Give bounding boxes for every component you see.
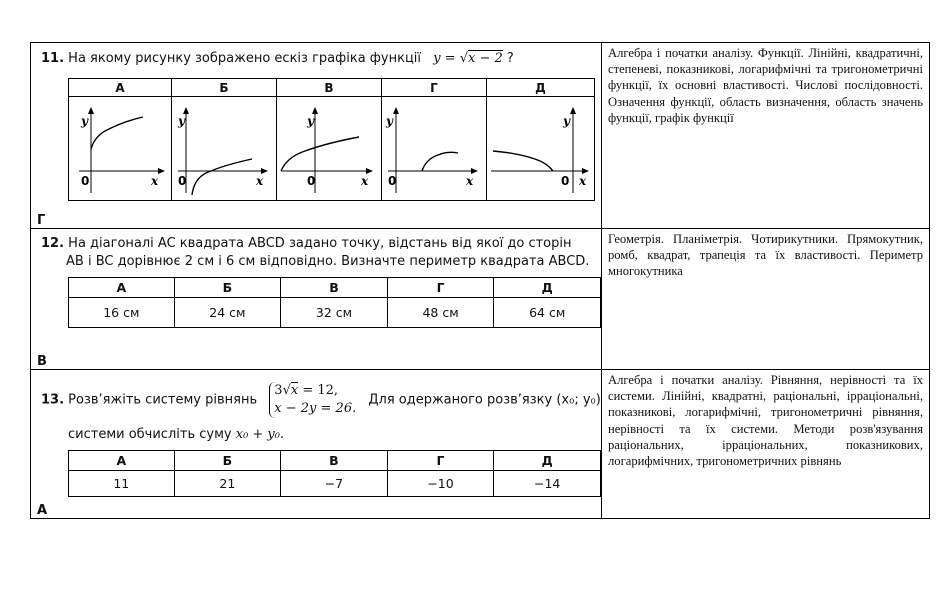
question-line-2: системи обчисліть суму x₀ + y₀. <box>68 427 285 442</box>
option-label: А <box>69 278 175 298</box>
question-body: На якому рисунку зображено ескіз графіка функції <box>68 51 422 66</box>
answer-options-table <box>68 450 601 497</box>
task-row-11 <box>31 43 929 229</box>
answer-letter-13: А <box>37 503 48 518</box>
topic-text-13: Алгебра і початки аналізу. Рівняння, нерівності та їх системи. Лінійні, квадратні, раціональні, ірраціональні, показникові, логарифмічні, тригонометричні рівняння, нерівності та їх системи. Методи розв'язування раціональних, ірраціональних, показникових, логарифмічних, тригонометричних рівнянь <box>608 373 923 469</box>
answer-letter-12: В <box>37 354 47 369</box>
option-label: А <box>69 79 172 97</box>
tasks-table <box>30 42 930 519</box>
option-label: Г <box>382 79 487 97</box>
option-value: −14 <box>494 471 601 497</box>
option-label: В <box>277 79 382 97</box>
question-number: 13. <box>41 392 65 408</box>
svg-text:x: x <box>151 174 159 188</box>
option-label: Б <box>174 451 281 471</box>
option-value: 64 см <box>494 298 601 328</box>
question-text-12 <box>41 235 593 271</box>
graph-options-table <box>68 78 595 201</box>
question-number: 11. <box>41 51 65 66</box>
question-cell-13 <box>31 370 602 518</box>
question-line-2: AB і BC дорівнює 2 см і 6 см відповідно. Визначте периметр квадрата ABCD. <box>66 254 590 269</box>
svg-text:x: x <box>361 174 369 188</box>
svg-text:y: y <box>386 114 393 128</box>
question-cell-11 <box>31 43 602 228</box>
topic-text-12: Геометрія. Планіметрія. Чотирикутники. Прямокутник, ромб, квадрат, трапеція та їх властивості. Периметр многокутника <box>608 232 923 279</box>
option-label: В <box>281 451 388 471</box>
option-label: Б <box>172 79 277 97</box>
svg-text:y: y <box>81 114 88 128</box>
graph-a <box>69 97 172 201</box>
question-line-1: На діагоналі AC квадрата ABCD задано точку, відстань від якої до сторін <box>68 236 572 251</box>
svg-text:0: 0 <box>178 174 187 188</box>
task-row-12 <box>31 229 929 370</box>
answer-options-table <box>68 277 601 328</box>
svg-text:0: 0 <box>388 174 397 188</box>
graph-e <box>487 97 595 201</box>
graph-b <box>172 97 277 201</box>
question-number: 12. <box>41 236 65 251</box>
option-label: В <box>281 278 388 298</box>
option-value: 48 см <box>387 298 494 328</box>
svg-text:x: x <box>579 174 587 188</box>
graph-c <box>277 97 382 201</box>
svg-text:0: 0 <box>561 174 570 188</box>
option-label: Г <box>387 278 494 298</box>
svg-text:x: x <box>256 174 264 188</box>
option-label: Г <box>387 451 494 471</box>
option-label: Д <box>494 451 601 471</box>
svg-text:y: y <box>563 114 570 128</box>
option-value: 11 <box>69 471 175 497</box>
option-label: А <box>69 451 175 471</box>
svg-text:x: x <box>466 174 474 188</box>
option-label: Б <box>174 278 281 298</box>
svg-text:y: y <box>307 114 314 128</box>
question-text-13 <box>41 382 601 418</box>
option-value: 16 см <box>69 298 175 328</box>
option-label: Д <box>487 79 595 97</box>
option-value: −10 <box>387 471 494 497</box>
question-prefix: Розв’яжіть систему рівнянь <box>68 392 258 408</box>
svg-text:0: 0 <box>307 174 316 188</box>
topic-text-11: Алгебра і початки аналізу. Функції. Лінійні, квадратичні, степеневі, показникові, логарифмічні та тригонометричні функції, їх основні властивості. Числові послідовності. Означення функції, область визначення, область значень функції, графік функції <box>608 46 923 125</box>
task-row-13 <box>31 370 929 519</box>
option-value: 24 см <box>174 298 281 328</box>
function-formula: y = √x − 2 <box>433 51 503 66</box>
svg-text:y: y <box>178 114 185 128</box>
option-value: 21 <box>174 471 281 497</box>
svg-text:0: 0 <box>81 174 90 188</box>
question-cell-12 <box>31 229 602 369</box>
option-value: 32 см <box>281 298 388 328</box>
question-text-11: 11. На якому рисунку зображено ескіз графіка функції y = √x − 2 ? <box>41 51 514 66</box>
answer-letter-11: Г <box>37 213 46 228</box>
equation-system: 3√x = 12, x − 2y = 26. <box>269 382 356 418</box>
option-label: Д <box>494 278 601 298</box>
graph-d <box>382 97 487 201</box>
option-value: −7 <box>281 471 388 497</box>
question-suffix: Для одержаного розв’язку (x₀; y₀) <box>368 392 601 408</box>
